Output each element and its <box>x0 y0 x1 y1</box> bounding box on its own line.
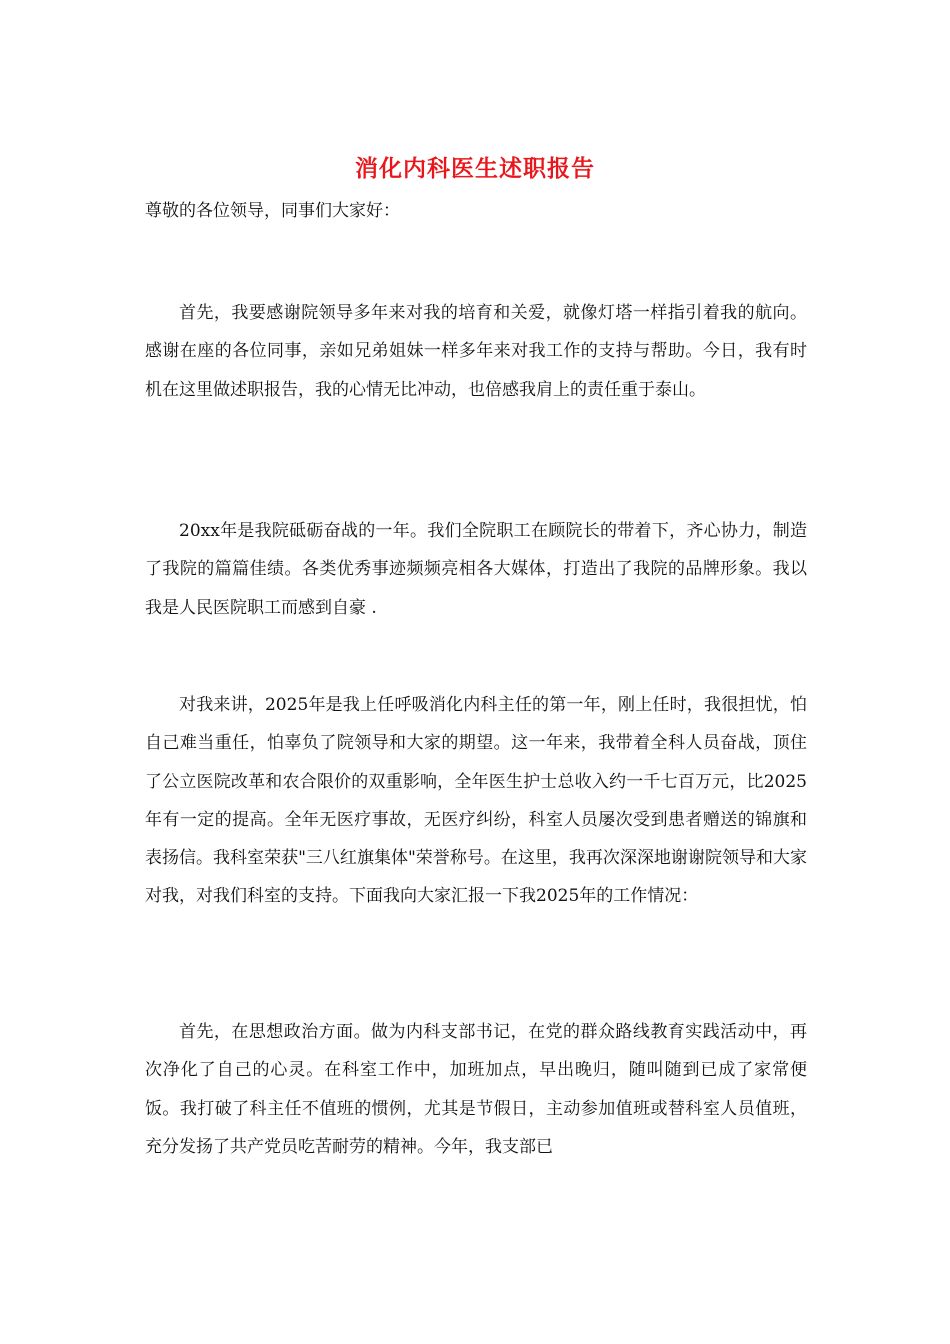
greeting-line: 尊敬的各位领导，同事们大家好： <box>145 201 400 221</box>
paragraph-political-work: 首先，在思想政治方面。做为内科支部书记，在党的群众路线教育实践活动中，再次净化了自己的心灵。在科室工作中，加班加点，早出晚归，随叫随到已成了家常便饭。我打破了科主任不值班的惯例，尤其是节假日，主动参加值班或替科室人员值班，充分发扬了共产党员吃苦耐劳的精神。今年，我支部已 <box>145 1022 807 1157</box>
document-title: 消化内科医生述职报告 <box>355 155 595 182</box>
paragraph-hospital-year: 20xx年是我院砥砺奋战的一年。我们全院职工在顾院长的带着下，齐心协力，制造了我院的篇篇佳绩。各类优秀事迹频频亮相各大媒体，打造出了我院的品牌形象。我以我是人民医院职工而感到自豪 . <box>145 521 807 618</box>
paragraph-gratitude: 首先，我要感谢院领导多年来对我的培育和关爱，就像灯塔一样指引着我的航向。感谢在座的各位同事，亲如兄弟姐妹一样多年来对我工作的支持与帮助。今日，我有时机在这里做述职报告，我的心情无比冲动，也倍感我肩上的责任重于泰山。 <box>145 303 807 400</box>
paragraph-department-summary: 对我来讲，2025年是我上任呼吸消化内科主任的第一年，刚上任时，我很担忧，怕自己难当重任，怕辜负了院领导和大家的期望。这一年来，我带着全科人员奋战，顶住了公立医院改革和农合限价的双重影响，全年医生护士总收入约一千七百万元，比2025年有一定的提高。全年无医疗事故，无医疗纠纷，科室人员屡次受到患者赠送的锦旗和表扬信。我科室荣获"三八红旗集体"荣誉称号。在这里，我再次深深地谢谢院领导和大家对我，对我们科室的支持。下面我向大家汇报一下我2025年的工作情况： <box>145 695 807 907</box>
